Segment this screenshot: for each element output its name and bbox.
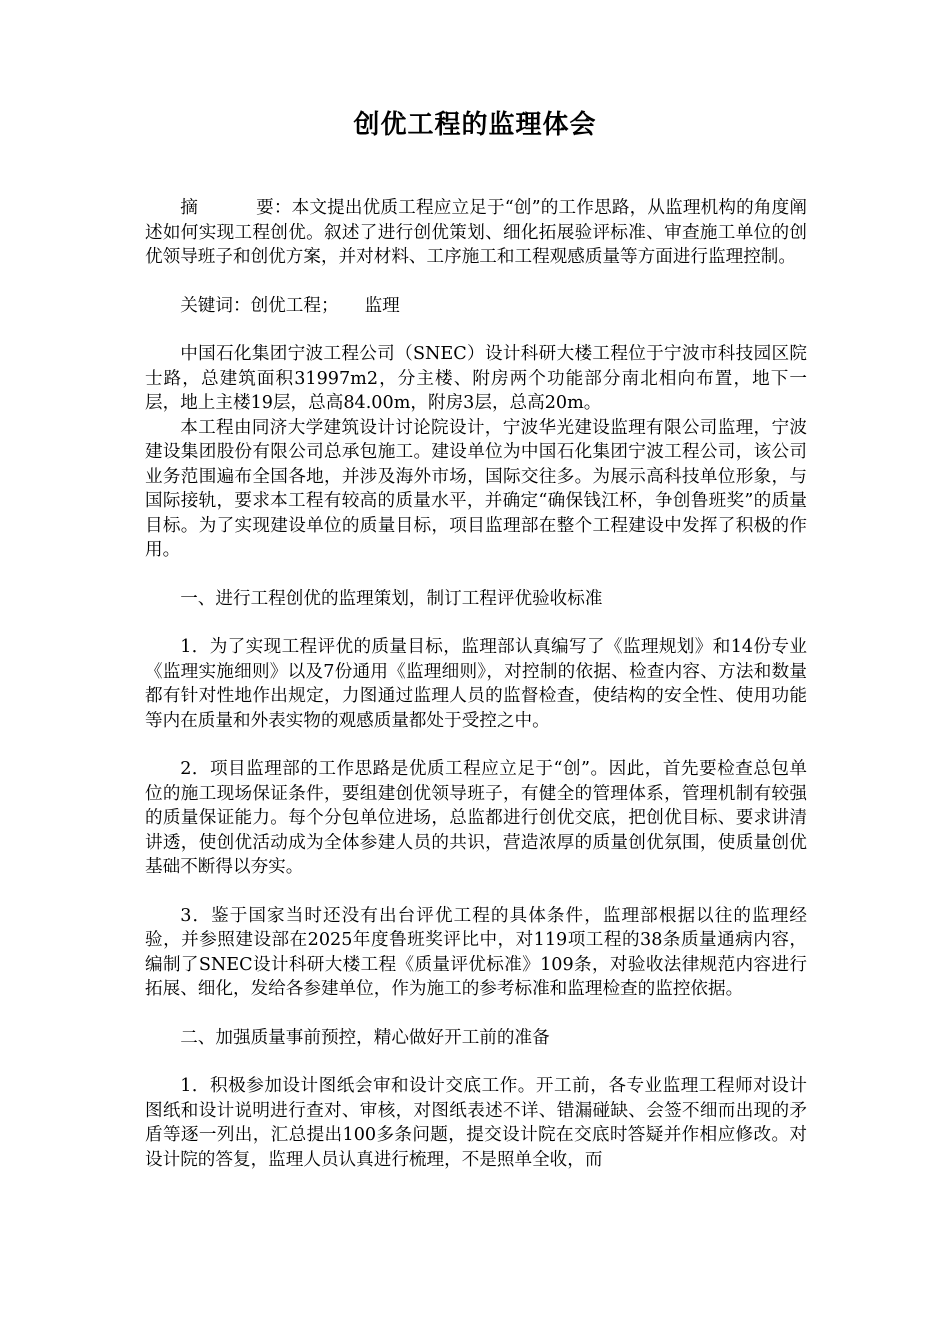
keywords-paragraph bbox=[145, 294, 807, 319]
abstract-text: 本文提出优质工程应立足于“创”的工作思路，从监理机构的角度阐述如何实现工程创优。叙述了进行创优策划、细化拓展验评标准、审查施工单位的创优领导班子和创优方案，并对材料、工序施工和工程观感质量等方面进行监理控制。 bbox=[145, 198, 807, 267]
document-title: 创优工程的监理体会 bbox=[353, 110, 597, 140]
abstract-paragraph bbox=[145, 196, 807, 270]
section2-item-1: 1．积极参加设计图纸会审和设计交底工作。开工前，各专业监理工程师对设计图纸和设计说明进行查对、审核，对图纸表述不详、错漏碰缺、会签不细而出现的矛盾等逐一列出，汇总提出100多条问题，提交设计院在交底时答疑并作相应修改。对设计院的答复，监理人员认真进行梳理，不是照单全收，而 bbox=[145, 1076, 807, 1170]
section1-item-2: 2．项目监理部的工作思路是优质工程应立足于“创”。因此，首先要检查总包单位的施工现场保证条件，要组建创优领导班子，有健全的管理体系，管理机制有较强的质量保证能力。每个分包单位进场，总监都进行创优交底，把创优目标、要求讲清讲透，使创优活动成为全体参建人员的共识，营造浓厚的质量创优氛围，使质量创优基础不断得以夯实。 bbox=[145, 759, 807, 877]
keyword-item: 监理 bbox=[364, 295, 400, 316]
abstract-label-a: 摘 bbox=[180, 198, 198, 218]
abstract-label-b: 要： bbox=[255, 198, 292, 218]
section-heading-2: 二、加强质量事前预控，精心做好开工前的准备 bbox=[180, 1027, 550, 1048]
section1-item-1: 1．为了实现工程评优的质量目标，监理部认真编写了《监理规划》和14份专业《监理实施细则》以及7份通用《监理细则》，对控制的依据、检查内容、方法和数量都有针对性地作出规定，力图通过监理人员的监督检查，使结构的安全性、使用功能等内在质量和外表实物的观感质量都处于受控之中。 bbox=[145, 637, 807, 731]
section-heading-1: 一、进行工程创优的监理策划，制订工程评优验收标准 bbox=[180, 588, 603, 609]
document-body bbox=[145, 196, 807, 1172]
intro-paragraph-2: 本工程由同济大学建筑设计讨论院设计，宁波华光建设监理有限公司监理，宁波建设集团股份有限公司总承包施工。建设单位为中国石化集团宁波工程公司，该公司业务范围遍布全国各地，并涉及海外市场，国际交往多。为展示高科技单位形象，与国际接轨，要求本工程有较高的质量水平，并确定“确保钱江杯，争创鲁班奖”的质量目标。为了实现建设单位的质量目标，项目监理部在整个工程建设中发挥了积极的作用。 bbox=[145, 417, 807, 560]
keywords-label: 关键词： bbox=[180, 295, 251, 316]
keyword-item: 创优工程； bbox=[250, 295, 339, 316]
intro-paragraph-1: 中国石化集团宁波工程公司（SNEC）设计科研大楼工程位于宁波市科技园区院士路，总建筑面积31997m2，分主楼、附房两个功能部分南北相向布置，地下一层，地上主楼19层，总高84.00m，附房3层，总高20m。 bbox=[145, 344, 807, 413]
section1-item-3: 3．鉴于国家当时还没有出台评优工程的具体条件，监理部根据以往的监理经验，并参照建设部在2025年度鲁班奖评比中，对119项工程的38条质量通病内容，编制了SNEC设计科研大楼工程《质量评优标准》109条，对验收法律规范内容进行拓展、细化，发给各参建单位，作为施工的参考标准和监理检查的监控依据。 bbox=[145, 905, 807, 999]
